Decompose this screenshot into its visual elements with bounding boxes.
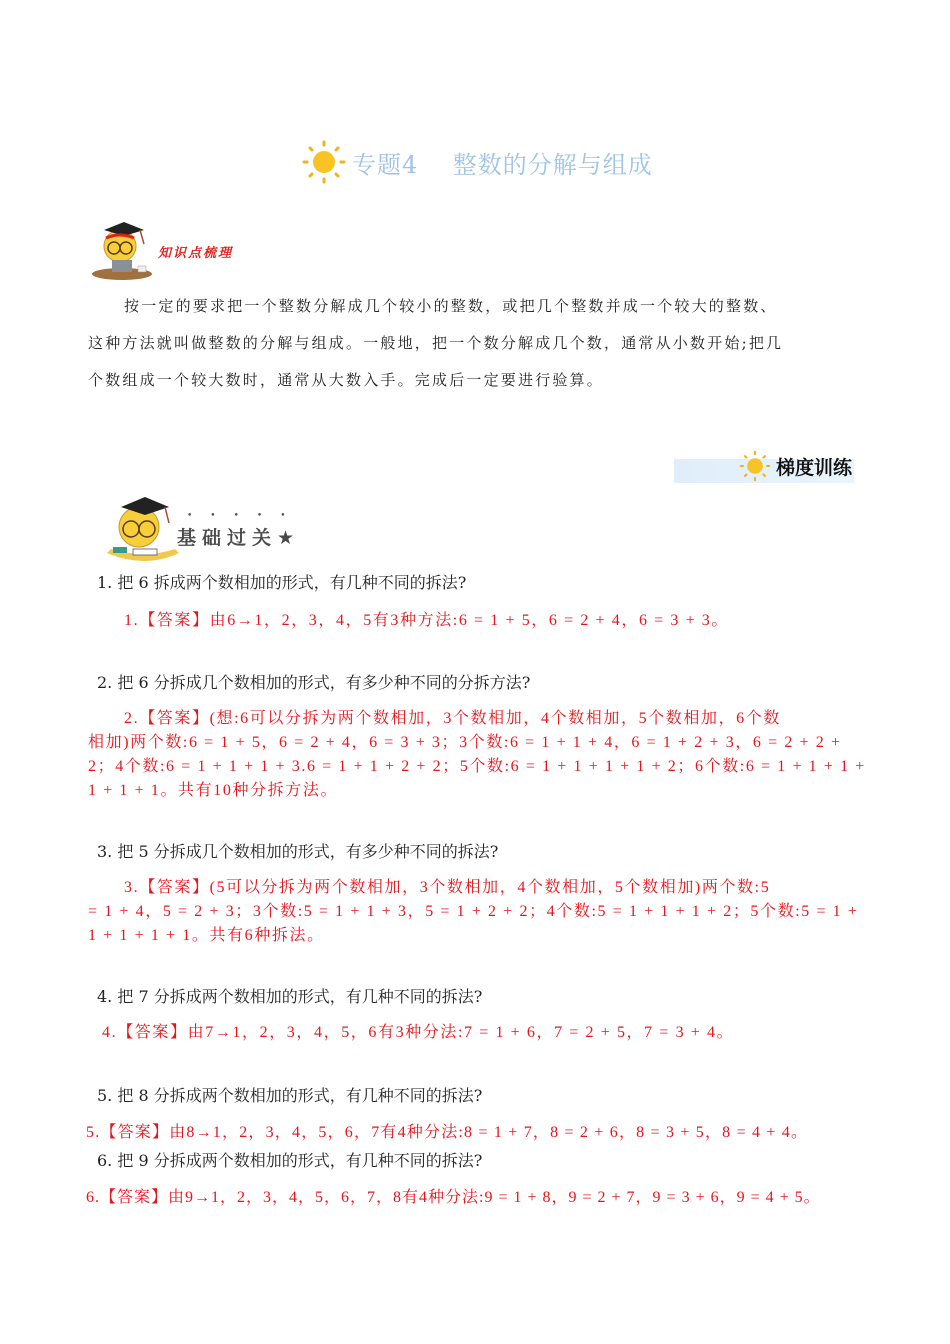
answer-2-line: 相加)两个数:6 = 1 + 5，6 = 2 + 4，6 = 3 + 3；3个数:6 = 1 + 1 + 4，6 = 1 + 2 + 3，6 = 2 + 2 +: [88, 734, 842, 751]
knowledge-section-header: [90, 218, 280, 282]
title-text: 专题4 整数的分解与组成: [352, 150, 653, 179]
intro-paragraph: [88, 288, 868, 399]
intro-line: 这种方法就叫做整数的分解与组成。一般地，把一个数分解成几个数，通常从小数开始;把几: [88, 334, 784, 352]
basic-section-label: 基础过关★: [177, 527, 301, 549]
graduate-mascot-icon: [105, 495, 183, 565]
page-title: [300, 140, 653, 184]
question-4: 4. 把 7 分拆成两个数相加的形式，有几种不同的拆法?: [97, 987, 483, 1006]
question-5: 5. 把 8 分拆成两个数相加的形式，有几种不同的拆法?: [97, 1086, 483, 1105]
question-2: 2. 把 6 分拆成几个数相加的形式，有多少种不同的分拆方法?: [97, 673, 531, 692]
gradient-training-label: 梯度训练: [776, 456, 853, 479]
answer-3-line: 1 + 1 + 1 + 1。共有6种拆法。: [88, 927, 325, 944]
basic-section-header: [105, 495, 325, 565]
answer-2-line: 2；4个数:6 = 1 + 1 + 1 + 3.6 = 1 + 1 + 2 + 2；5个数:6 = 1 + 1 + 1 + 1 + 2；6个数:6 = 1 + 1 + 1 +: [88, 758, 866, 775]
answer-2: [88, 707, 864, 803]
answer-2-line: 2.【答案】(想:6可以分拆为两个数相加，3个数相加，4个数相加，5个数相加，6个数: [124, 710, 781, 727]
answer-3-line: 3.【答案】(5可以分拆为两个数相加，3个数相加，4个数相加，5个数相加)两个数:5: [124, 879, 771, 896]
answer-1: 1.【答案】由6→1，2，3，4，5有3种方法:6 = 1 + 5，6 = 2 + 4，6 = 3 + 3。: [124, 612, 729, 629]
gradient-training-header: [738, 450, 852, 482]
intro-line: 按一定的要求把一个整数分解成几个较小的整数，或把几个整数并成一个较大的整数、: [124, 297, 778, 315]
emphasis-dots: •••••: [187, 511, 304, 521]
question-1: 1. 把 6 拆成两个数相加的形式，有几种不同的拆法?: [97, 573, 467, 592]
answer-2-line: 1 + 1 + 1。共有10种分拆方法。: [88, 782, 339, 799]
intro-line: 个数组成一个较大数时，通常从大数入手。完成后一定要进行验算。: [88, 371, 605, 389]
answer-4: 4.【答案】由7→1，2，3，4，5，6有3种分法:7 = 1 + 6，7 = 2 + 5，7 = 3 + 4。: [102, 1024, 735, 1041]
question-3: 3. 把 5 分拆成几个数相加的形式，有多少种不同的拆法?: [97, 842, 499, 861]
answer-3-line: = 1 + 4，5 = 2 + 3；3个数:5 = 1 + 1 + 3，5 = 1 + 2 + 2；4个数:5 = 1 + 1 + 1 + 2；5个数:5 = 1 +: [88, 903, 859, 920]
sun-icon: [738, 450, 772, 482]
knowledge-section-label: 知识点梳理: [158, 246, 234, 261]
sun-icon: [300, 140, 348, 184]
answer-6: 6.【答案】由9→1，2，3，4，5，6，7，8有4种分法:9 = 1 + 8，9 = 2 + 7，9 = 3 + 6，9 = 4 + 5。: [86, 1189, 821, 1206]
answer-5: 5.【答案】由8→1，2，3，4，5，6，7有4种分法:8 = 1 + 7，8 = 2 + 6，8 = 3 + 5，8 = 4 + 4。: [86, 1124, 809, 1141]
question-6: 6. 把 9 分拆成两个数相加的形式，有几种不同的拆法?: [97, 1151, 483, 1170]
answer-3: [88, 876, 864, 948]
graduate-mascot-icon: [90, 218, 160, 282]
